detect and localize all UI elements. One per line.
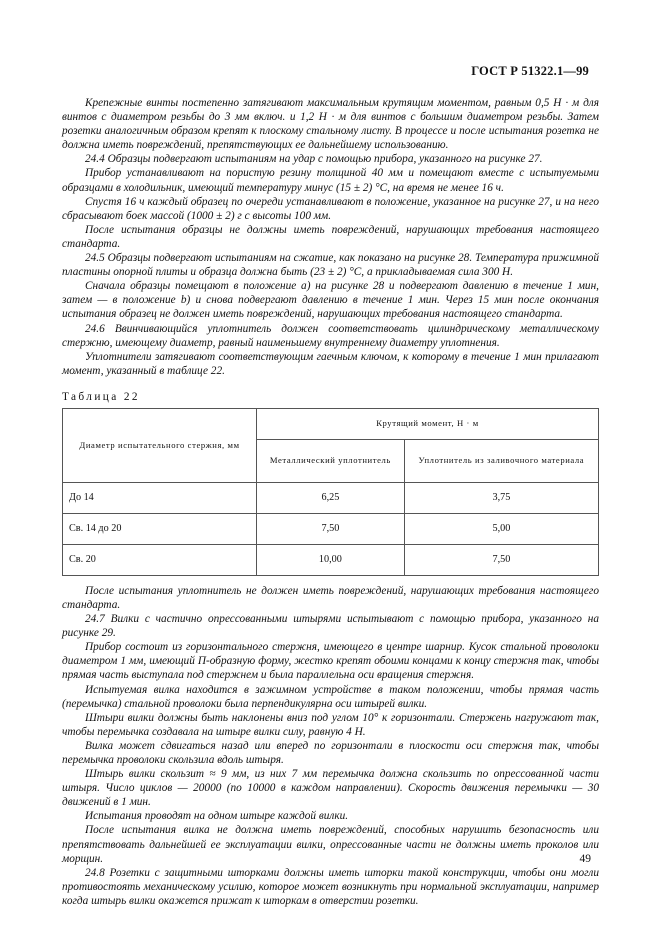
cell-metal: 10,00 <box>257 544 405 575</box>
cell-cast: 5,00 <box>404 513 598 544</box>
paragraph: После испытания вилка не должна иметь повреждений, способных нарушить безопасность или препятствовать дальнейшей ее эксплуатации вилки, опрессованные части не должны иметь проколов или морщин. <box>62 824 599 865</box>
paragraph: Крепежные винты постепенно затягивают максимальным крутящим моментом, равным 0,5 Н · м для винтов с диаметром резьбы до 3 мм включ. и 1,2 Н · м для винтов с большим диаметром резьбы. Затем розетки аналогичным образом крепят к плоскому стальному листу. В процессе и после испытания розетка не должна иметь повреждений, препятствующих ее дальнейшему использованию. <box>62 97 599 152</box>
paragraph: Испытания проводят на одном штыре каждой вилки. <box>85 810 349 823</box>
cell-diameter: Св. 14 до 20 <box>63 513 257 544</box>
paragraph: Прибор состоит из горизонтального стержня, имеющего в центре шарнир. Кусок стальной проволоки диаметром 1 мм, имеющий П-образную форму, жестко крепят обоими концами к концу стержня так, чтобы прямая часть выступала под стержнем и была параллельна оси вращения стержня. <box>62 641 599 682</box>
paragraph: Вилка может сдвигаться назад или вперед по горизонтали в плоскости оси стержня так, чтобы перемычка проволоки скользила вдоль штыря. <box>62 739 599 766</box>
paragraph: Испытуемая вилка находится в зажимном устройстве в таком положении, чтобы прямая часть (перемычка) стальной проволоки была перпендикулярна оси штырей вилки. <box>62 683 599 710</box>
torque-table <box>62 408 599 576</box>
paragraph: Сначала образцы помещают в положение а) на рисунке 28 и подвергают давлению в течение 1 мин, затем — в положение b) и снова подвергают давлению в течение 1 мин. Через 15 мин после окончания испытания образец не должен иметь повреждений, нарушающих требования настоящего стандарта. <box>62 280 599 321</box>
cell-cast: 3,75 <box>404 482 598 513</box>
paragraph: 24.8 Розетки с защитными шторками должны иметь шторки такой конструкции, чтобы они могли противостоять механическому усилию, которое может возникнуть при нормальной эксплуатации, например когда штырь вилки окажется прижат к шторкам в отверстии розетки. <box>62 866 599 907</box>
paragraph: Штыри вилки должны быть наклонены вниз под углом 10° к горизонтали. Стержень нагружают так, чтобы перемычка создавала на штыре вилки силу, равную 4 Н. <box>62 711 599 738</box>
column-header-cast: Уплотнитель из заливочного материала <box>404 439 598 482</box>
column-header-metal: Металлический уплотнитель <box>257 439 405 482</box>
paragraph: 24.4 Образцы подвергают испытаниям на удар с помощью прибора, указанного на рисунке 27. <box>85 153 543 166</box>
table-row <box>63 544 599 575</box>
table-row <box>63 482 599 513</box>
paragraph: 24.5 Образцы подвергают испытаниям на сжатие, как показано на рисунке 28. Температура прижимной пластины опорной плиты и образца должна быть (23 ± 2) °С, а прикладываемая сила 300 Н. <box>62 252 599 279</box>
paragraph: Уплотнители затягивают соответствующим гаечным ключом, к которому в течение 1 мин прилагают момент, указанный в таблице 22. <box>62 350 599 377</box>
page-number: 49 <box>579 853 591 865</box>
standard-header: ГОСТ Р 51322.1—99 <box>471 64 589 78</box>
column-header-diameter: Диаметр испытательного стержня, мм <box>63 408 257 482</box>
paragraph: Прибор устанавливают на пористую резину толщиной 40 мм и помещают вместе с испытуемыми образцами в холодильник, имеющий температуру минус (15 ± 2) °С, на время не менее 16 ч. <box>62 167 599 194</box>
paragraph: После испытания образцы не должны иметь повреждений, нарушающих требования настоящего стандарта. <box>62 223 599 250</box>
paragraph: После испытания уплотнитель не должен иметь повреждений, нарушающих требования настоящего стандарта. <box>62 584 599 611</box>
table-row <box>63 513 599 544</box>
cell-metal: 6,25 <box>257 482 405 513</box>
paragraph: 24.7 Вилки с частично опрессованными штырями испытывают с помощью прибора, указанного на рисунке 29. <box>62 613 599 640</box>
document-body <box>62 96 599 908</box>
paragraph: Спустя 16 ч каждый образец по очереди устанавливают в положение, указанное на рисунке 27, и на него сбрасывают боек массой (1000 ± 2) г с высоты 100 мм. <box>62 195 599 222</box>
column-group-header-torque: Крутящий момент, Н · м <box>257 408 599 439</box>
paragraph: 24.6 Ввинчивающийся уплотнитель должен соответствовать цилиндрическому металлическому стержню, имеющему диаметр, равный наименьшему внутреннему диаметру уплотнения. <box>62 322 599 349</box>
cell-diameter: До 14 <box>63 482 257 513</box>
paragraph: Штырь вилки скользит ≈ 9 мм, из них 7 мм перемычка должна скользить по опрессованной части штыря. Число циклов — 20000 (по 10000 в каждом направлении). Скорость движения перемычки — 30 движений в 1 мин. <box>62 768 599 809</box>
cell-cast: 7,50 <box>404 544 598 575</box>
cell-diameter: Св. 20 <box>63 544 257 575</box>
table-caption: Таблица 22 <box>62 390 140 403</box>
cell-metal: 7,50 <box>257 513 405 544</box>
